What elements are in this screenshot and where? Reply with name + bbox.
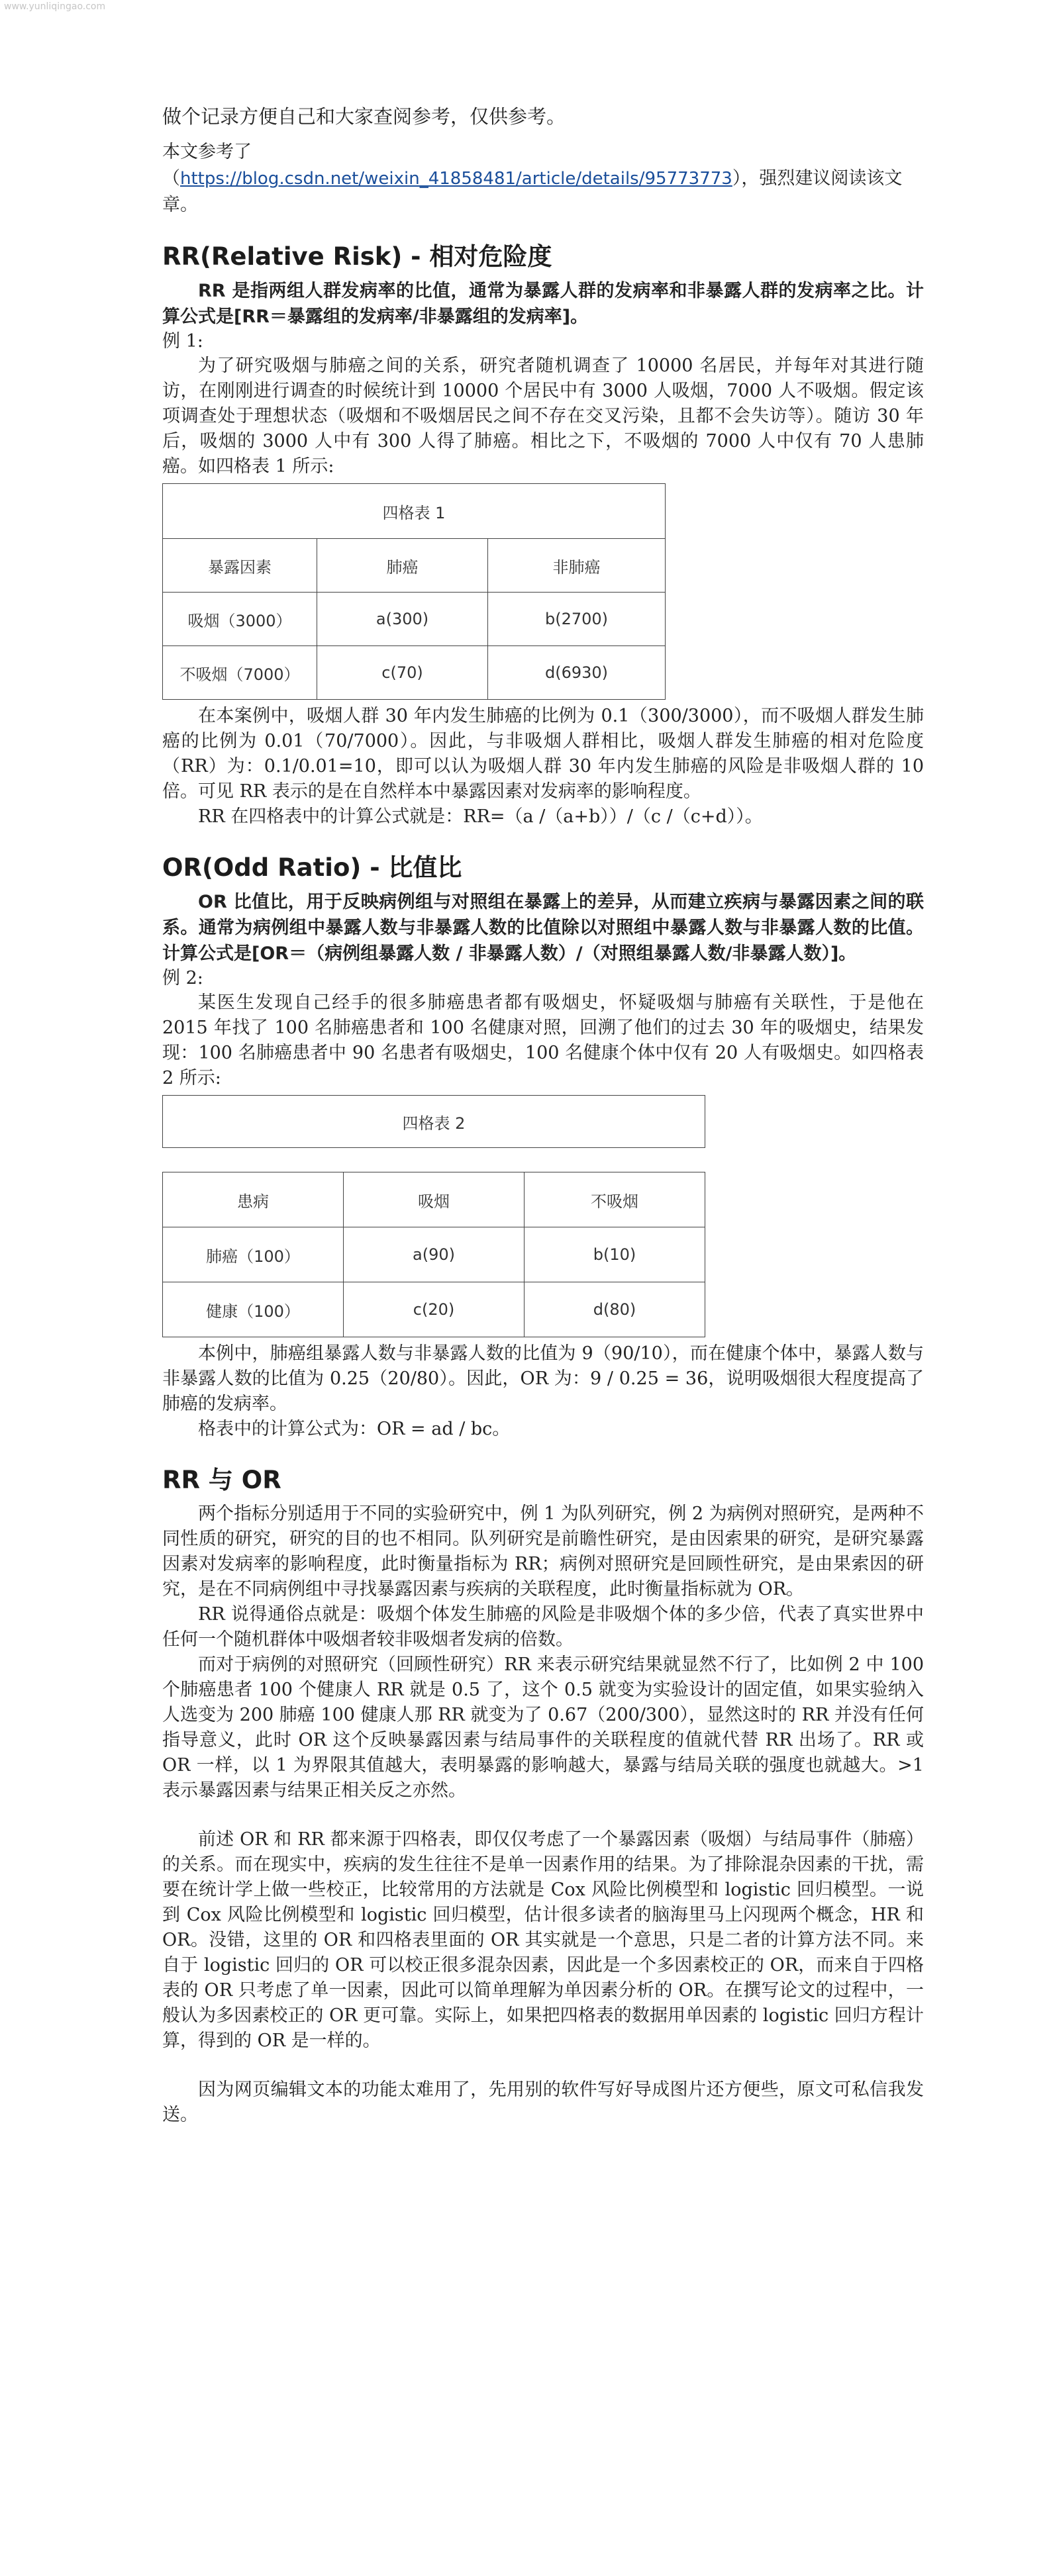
rr-heading: RR(Relative Risk) - 相对危险度 <box>162 242 552 271</box>
table-cell: a(90) <box>344 1227 525 1282</box>
table-cell: d(80) <box>525 1282 705 1337</box>
table-cell: b(10) <box>525 1227 705 1282</box>
or-example-text: 某医生发现自己经手的很多肺癌患者都有吸烟史，怀疑吸烟与肺癌有关联性，于是他在 2015 年找了 100 名肺癌患者和 100 名健康对照，回溯了他们的过去 30 年的吸烟史，结果发现：100 名肺癌患者中 90 名患者有吸烟史，100 名健康个体中仅有 20 人有吸烟史。如四格表 2 所示: <box>162 992 924 1088</box>
rr-definition: RR 是指两组人群发病率的比值，通常为暴露人群的发病率和非暴露人群的发病率之比。计算公式是[RR＝暴露组的发病率/非暴露组的发病率]。 <box>162 281 924 327</box>
rr-example-label: 例 1: <box>162 331 203 352</box>
intro-text: 做个记录方便自己和大家查阅参考，仅供参考。 <box>162 105 566 128</box>
rr-example-text: 为了研究吸烟与肺癌之间的关系，研究者随机调查了 10000 名居民，并每年对其进行随访，在刚刚进行调查的时候统计到 10000 个居民中有 3000 人吸烟，7000 人不吸烟。假定该项调查处于理想状态（吸烟和不吸烟居民之间不存在交叉污染，且都不会失访等）。随访 30 年后，吸烟的 3000 人中有 300 人得了肺癌。相比之下，不吸烟的 7000 人中仅有 70 人患肺癌。如四格表 1 所示: <box>162 356 924 477</box>
table-row <box>163 646 666 700</box>
or-formula: 格表中的计算公式为：OR = ad / bc。 <box>198 1419 511 1439</box>
table-row <box>163 593 666 646</box>
reference-open-paren: （ <box>162 168 180 189</box>
table-header-cell: 肺癌 <box>317 539 488 593</box>
rr-or-heading: RR 与 OR <box>162 1466 281 1494</box>
table-header-cell: 暴露因素 <box>163 539 317 593</box>
watermark: www.yunliqingao.com <box>4 1 106 12</box>
table-row <box>163 1282 705 1337</box>
rr-formula: RR 在四格表中的计算公式就是：RR=（a /（a+b））/（c /（c+d））。 <box>198 806 763 827</box>
table-cell: c(70) <box>317 646 488 700</box>
table-1-caption: 四格表 1 <box>163 484 666 539</box>
table-row <box>163 1227 705 1282</box>
table-2-caption: 四格表 2 <box>162 1095 705 1148</box>
rr-or-paragraph-2: RR 说得通俗点就是：吸烟个体发生肺癌的风险是非吸烟个体的多少倍，代表了真实世界中任何一个随机群体中吸烟者较非吸烟者发病的倍数。 <box>162 1604 924 1650</box>
table-header-cell: 患病 <box>163 1172 344 1227</box>
table-cell: 肺癌（100） <box>163 1227 344 1282</box>
or-definition: OR 比值比，用于反映病例组与对照组在暴露上的差异，从而建立疾病与暴露因素之间的联系。通常为病例组中暴露人数与非暴露人数的比值除以对照组中暴露人数与非暴露人数的比值。计算公式是[OR＝（病例组暴露人数 / 非暴露人数）/（对照组暴露人数/非暴露人数）]。 <box>162 892 924 964</box>
table-cell: 不吸烟（7000） <box>163 646 317 700</box>
reference-prefix: 本文参考了 <box>162 142 252 162</box>
table-header-cell: 吸烟 <box>344 1172 525 1227</box>
article <box>162 99 924 2128</box>
table-header-cell: 不吸烟 <box>525 1172 705 1227</box>
reference-link[interactable]: https://blog.csdn.net/weixin_41858481/article/details/95773773 <box>180 169 732 189</box>
rr-explanation: 在本案例中，吸烟人群 30 年内发生肺癌的比例为 0.1（300/3000），而不吸烟人群发生肺癌的比例为 0.01（70/7000）。因此，与非吸烟人群相比，吸烟人群发生肺癌的相对危险度（RR）为：0.1/0.01=10，即可以认为吸烟人群 30 年内发生肺癌的风险是非吸烟人群的 10 倍。可见 RR 表示的是在自然样本中暴露因素对发病率的影响程度。 <box>162 706 924 802</box>
table-cell: 健康（100） <box>163 1282 344 1337</box>
contingency-table-1 <box>162 483 666 700</box>
reference-line <box>162 139 924 218</box>
reference-suffix: ），强烈建议阅读该文章。 <box>162 168 903 215</box>
rr-or-paragraph-3: 而对于病例的对照研究（回顾性研究）RR 来表示研究结果就显然不行了，比如例 2 中 100 个肺癌患者 100 个健康人 RR 就是 0.5 了，这个 0.5 就变为实验设计的固定值，如果实验纳入人选变为 200 肺癌 100 健康人那 RR 就变为了 0.67（200/300），显然这时的 RR 并没有任何指导意义，此时 OR 这个反映暴露因素与结局事件的关联程度的值就代替 RR 出场了。RR 或 OR 一样，以 1 为界限其值越大，表明暴露的影响越大，暴露与结局关联的强度也就越大。>1 表示暴露因素与结果正相关反之亦然。 <box>162 1654 924 1801</box>
or-explanation: 本例中，肺癌组暴露人数与非暴露人数的比值为 9（90/10），而在健康个体中，暴露人数与非暴露人数的比值为 0.25（20/80）。因此，OR 为：9 / 0.25 = 36，说明吸烟很大程度提高了肺癌的发病率。 <box>162 1343 924 1414</box>
rr-or-paragraph-4: 前述 OR 和 RR 都来源于四格表，即仅仅考虑了一个暴露因素（吸烟）与结局事件（肺癌）的关系。而在现实中，疾病的发生往往不是单一因素作用的结果。为了排除混杂因素的干扰，需要在统计学上做一些校正，比较常用的方法就是 Cox 风险比例模型和 logistic 回归模型。一说到 Cox 风险比例模型和 logistic 回归模型，估计很多读者的脑海里马上闪现两个概念，HR 和 OR。没错，这里的 OR 和四格表里面的 OR 其实就是一个意思，只是二者的计算方法不同。来自于 logistic 回归的 OR 可以校正很多混杂因素，因此是一个多因素校正的 OR，而来自于四格表的 OR 只考虑了单一因素，因此可以简单理解为单因素分析的 OR。在撰写论文的过程中，一般认为多因素校正的 OR 更可靠。实际上，如果把四格表的数据用单因素的 logistic 回归方程计算，得到的 OR 是一样的。 <box>162 1829 924 2051</box>
closing-note: 因为网页编辑文本的功能太难用了，先用别的软件写好导成图片还方便些，原文可私信我发送。 <box>162 2079 924 2125</box>
table-cell: c(20) <box>344 1282 525 1337</box>
table-cell: d(6930) <box>488 646 666 700</box>
or-example-label: 例 2: <box>162 968 203 988</box>
table-cell: a(300) <box>317 593 488 646</box>
table-header-cell: 非肺癌 <box>488 539 666 593</box>
rr-or-paragraph-1: 两个指标分别适用于不同的实验研究中，例 1 为队列研究，例 2 为病例对照研究，是两种不同性质的研究，研究的目的也不相同。队列研究是前瞻性研究，是由因索果的研究，是研究暴露因素对发病率的影响程度，此时衡量指标为 RR；病例对照研究是回顾性研究，是由果索因的研究，是在不同病例组中寻找暴露因素与疾病的关联程度，此时衡量指标就为 OR。 <box>162 1503 924 1599</box>
table-cell: 吸烟（3000） <box>163 593 317 646</box>
or-heading: OR(Odd Ratio) - 比值比 <box>162 853 462 882</box>
contingency-table-2 <box>162 1172 705 1337</box>
table-cell: b(2700) <box>488 593 666 646</box>
